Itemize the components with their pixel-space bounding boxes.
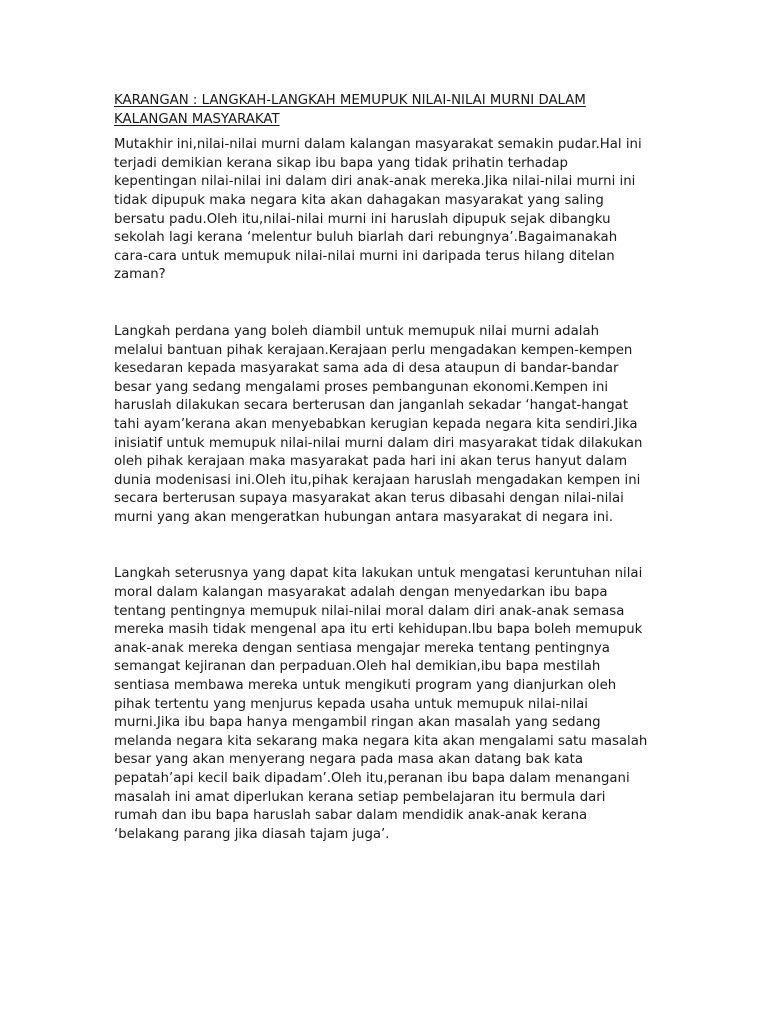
paragraph-government-step: Langkah perdana yang boleh diambil untuk memupuk nilai murni adalah melalui bantuan pihak kerajaan.Kerajaan perlu mengadakan kempen-kempen kesedaran kepada masyarakat sama ada di desa ataupun di bandar-bandar besar yang sedang mengalami proses pembangunan ekonomi.Kempen ini haruslah dilakukan secara berterusan dan janganlah sekadar ‘hangat-hangat tahi ayam’kerana akan menyebabkan kerugian kepada negara kita sendiri.Jika inisiatif untuk memupuk nilai-nilai murni dalam diri masyarakat tidak dilakukan oleh pihak kerajaan maka masyarakat pada hari ini akan terus hanyut dalam dunia modenisasi ini.Oleh itu,pihak kerajaan haruslah mengadakan kempen ini secara berterusan supaya masyarakat akan terus dibasahi dengan nilai-nilai murni yang akan mengeratkan hubungan antara masyarakat di negara ini. (114, 323, 643, 525)
document-body (114, 92, 650, 844)
paragraph-parents-step: Langkah seterusnya yang dapat kita lakukan untuk mengatasi keruntuhan nilai moral dalam kalangan masyarakat adalah dengan menyedarkan ibu bapa tentang pentingnya memupuk nilai-nilai moral dalam diri anak-anak semasa mereka masih tidak mengenal apa itu erti kehidupan.Ibu bapa boleh memupuk anak-anak mereka dengan sentiasa mengajar mereka tentang pentingnya semangat kejiranan dan perpaduan.Oleh hal demikian,ibu bapa mestilah sentiasa membawa mereka untuk mengikuti program yang dianjurkan oleh pihak tertentu yang menjurus kepada usaha untuk memupuk nilai-nilai murni.Jika ibu bapa hanya mengambil ringan akan masalah yang sedang melanda negara kita sekarang maka negara kita akan mengalami satu masalah besar yang akan menyerang negara pada masa akan datang bak kata pepatah’api kecil baik dipadam’.Oleh itu,peranan ibu bapa dalam menangani masalah ini amat diperlukan kerana setiap pembelajaran itu bermula dari rumah dan ibu bapa haruslah sabar dalam mendidik anak-anak kerana ‘belakang parang jika diasah tajam juga’. (114, 566, 648, 842)
paragraph-introduction: Mutakhir ini,nilai-nilai murni dalam kalangan masyarakat semakin pudar.Hal ini terjadi demikian kerana sikap ibu bapa yang tidak prihatin terhadap kepentingan nilai-nilai ini dalam diri anak-anak mereka.Jika nilai-nilai murni ini tidak dipupuk maka negara kita akan dahagakan masyarakat yang saling bersatu padu.Oleh itu,nilai-nilai murni ini haruslah dipupuk sejak dibangku sekolah lagi kerana ‘melentur buluh biarlah dari rebungnya’.Bagaimanakah cara-cara untuk memupuk nilai-nilai murni ini daripada terus hilang ditelan zaman? (114, 137, 642, 283)
essay-title: KARANGAN : LANGKAH-LANGKAH MEMUPUK NILAI-NILAI MURNI DALAM KALANGAN MASYARAKAT (114, 93, 586, 127)
